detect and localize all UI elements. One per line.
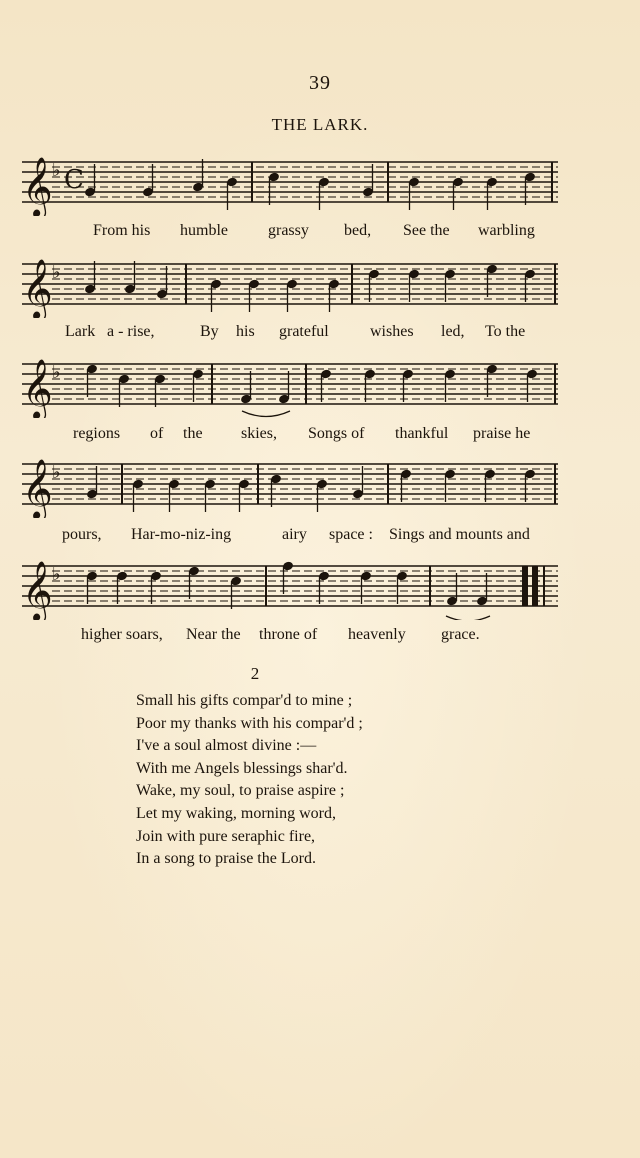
lyric-word: Near the: [186, 626, 241, 643]
lyric-word: thankful: [395, 425, 449, 442]
lyric-word: See the: [403, 222, 450, 239]
music-staff-1: [22, 154, 558, 216]
music-staff-4: [22, 456, 558, 518]
lyrics-line-3: [22, 425, 558, 449]
lyric-word: throne of: [259, 626, 318, 643]
lyric-word: warbling: [478, 222, 535, 239]
common-time-icon: C: [64, 165, 84, 195]
lyric-word: skies,: [241, 425, 277, 442]
hymn-title: THE LARK.: [271, 115, 369, 134]
lyric-word: grateful: [279, 323, 329, 340]
lyric-word: From his: [93, 222, 151, 239]
lyric-word: heavenly: [348, 626, 406, 643]
verse-line: Poor my thanks with his compar'd ;: [136, 714, 363, 732]
flat-icon: ♭: [52, 362, 61, 383]
lyric-word: his: [236, 323, 255, 340]
verse-line: Join with pure seraphic fire,: [136, 827, 316, 845]
staff-notation: [22, 256, 558, 318]
slur: [446, 616, 490, 620]
music-staff-5: [22, 558, 558, 620]
verse-line: Let my waking, morning word,: [136, 804, 336, 822]
lyric-word: Songs of: [308, 425, 365, 442]
treble-clef-icon: 𝄞: [22, 561, 53, 620]
verse-line: Wake, my soul, to praise aspire ;: [136, 782, 345, 800]
lyric-word: higher soars,: [81, 626, 163, 643]
staff-notation: [22, 154, 558, 216]
final-bar: [532, 566, 538, 606]
verse-2: [136, 690, 536, 871]
lyric-word: led,: [441, 323, 465, 340]
lyric-word: Sings and mounts and: [389, 526, 530, 543]
lyric-word: the: [183, 425, 203, 442]
lyric-word: wishes: [370, 323, 414, 340]
music-staff-3: [22, 356, 558, 418]
staff-notation: [22, 456, 558, 518]
treble-clef-icon: 𝄞: [22, 359, 53, 418]
verse-line: I've a soul almost divine :—: [136, 737, 317, 755]
verse-line: In a song to praise the Lord.: [136, 850, 316, 868]
lyric-word: bed,: [344, 222, 372, 239]
flat-icon: ♭: [52, 160, 61, 181]
staff-notation: [22, 356, 558, 418]
lyric-word: Lark: [65, 323, 96, 340]
lyric-word: grace.: [441, 626, 480, 643]
lyric-word: Har-mo-niz-ing: [131, 526, 232, 543]
lyric-word: By: [200, 323, 219, 340]
verse-line: With me Angels blessings shar'd.: [136, 759, 348, 777]
slur: [242, 411, 290, 417]
lyrics-line-2: [22, 323, 558, 347]
flat-icon: ♭: [52, 564, 61, 585]
flat-icon: ♭: [52, 262, 61, 283]
flat-icon: ♭: [52, 462, 61, 483]
verse-line: Small his gifts compar'd to mine ;: [136, 692, 353, 709]
lyric-word: space :: [329, 526, 373, 543]
lyric-word: praise he: [473, 425, 531, 442]
lyrics-line-1: [22, 222, 558, 246]
lyrics-line-5: [22, 626, 558, 650]
lyric-word: pours,: [62, 526, 102, 543]
final-bar: [522, 566, 528, 606]
treble-clef-icon: 𝄞: [22, 259, 53, 318]
lyric-word: of: [150, 425, 164, 442]
lyrics-line-4: [22, 526, 558, 550]
lyric-word: regions: [73, 425, 121, 442]
lyric-word: To the: [485, 323, 526, 340]
treble-clef-icon: 𝄞: [22, 157, 53, 216]
page-number: 39: [309, 72, 331, 94]
lyric-word: grassy: [268, 222, 309, 239]
staff-notation: [22, 558, 558, 620]
music-staff-2: [22, 256, 558, 318]
verse-number: 2: [250, 664, 260, 683]
lyric-word: humble: [180, 222, 228, 239]
lyric-word: a - rise,: [107, 323, 155, 340]
lyric-word: airy: [282, 526, 307, 543]
treble-clef-icon: 𝄞: [22, 459, 53, 518]
